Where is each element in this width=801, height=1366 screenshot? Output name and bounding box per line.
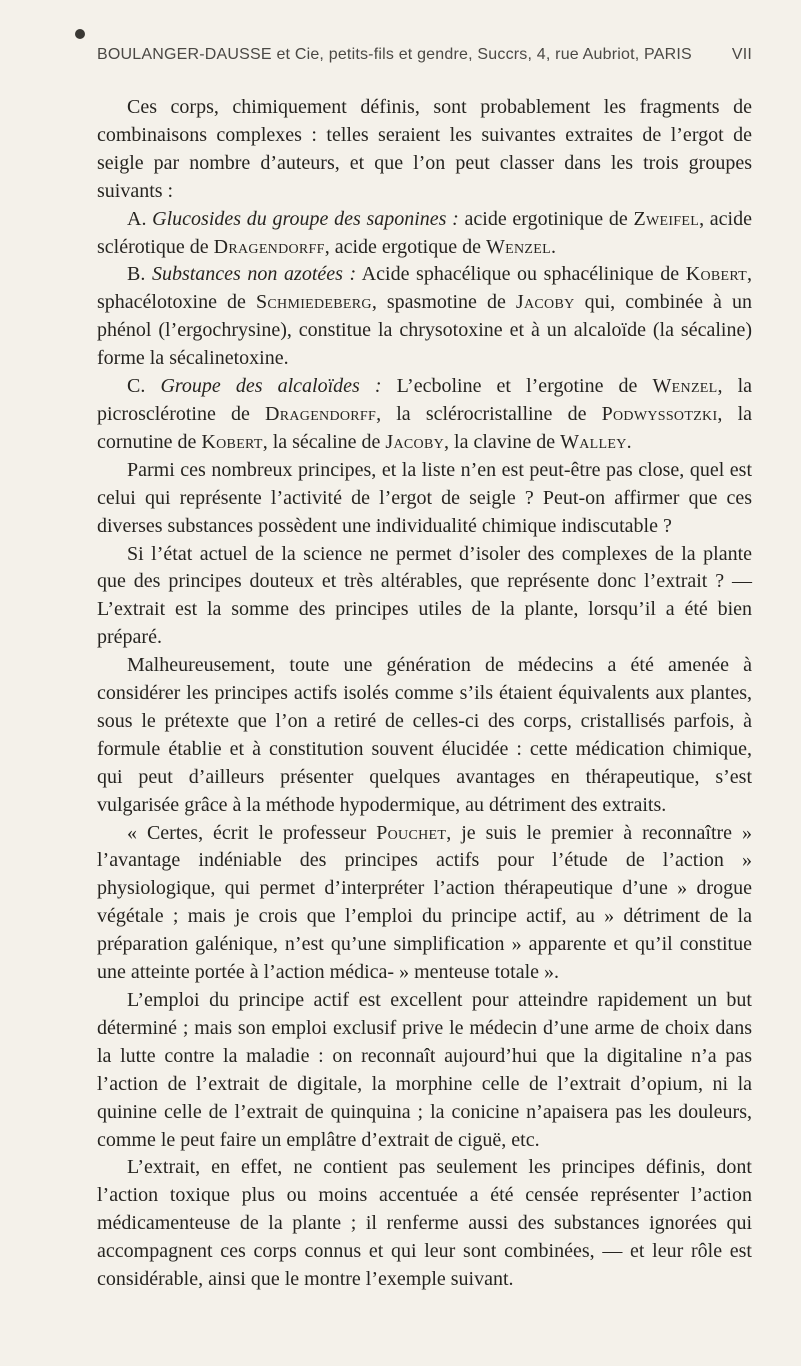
- text-run: , sphacélotoxine de: [97, 263, 752, 314]
- author-name: Zweifel: [633, 207, 700, 230]
- text-run: Si l’état actuel de la science ne permet d’isoler des complexes de la plante que des principes douteux et très altérables, que représente donc l’extrait ? — L’extrait est la somme des principes utiles de la plante, lorsqu’il a été bien préparé.: [97, 542, 752, 649]
- text-run: L’extrait, en effet, ne contient pas seulement les principes définis, dont l’action toxique plus ou moins accentuée a été censée représenter l’action médicamenteuse de la plante ; il renferme aussi des substances ignorées qui accompagnent ces corps connus et qui leur sont combinées, — et leur rôle est considérable, ainsi que le montre l’exemple suivant.: [97, 1156, 752, 1291]
- paragraph: [97, 206, 752, 262]
- text-run: qui, combinée à un phénol (l’ergochrysine), constitue la chrysotoxine et à un alcaloïde (la sécaline) forme la sécalinetoxine.: [97, 291, 752, 370]
- paragraph: [97, 94, 752, 206]
- body-text: [97, 94, 752, 1294]
- text-run: , la picrosclérotine de: [97, 375, 753, 425]
- paragraph: [97, 652, 752, 819]
- text-run: , acide ergotique de: [324, 235, 486, 258]
- page-number: VII: [731, 46, 752, 63]
- text-run: acide ergotinique de: [458, 207, 634, 230]
- text-run: .: [550, 235, 556, 258]
- text-run: L’ecboline et l’ergotine de: [381, 375, 653, 398]
- text-run: Ces corps, chimiquement définis, sont probablement les fragments de combinaisons complexes : telles seraient les suivantes extraites de l’ergot de seigle par nombre d’auteurs, et que l’on peut classer dans les trois groupes suivants :: [97, 96, 752, 202]
- author-name: Jacoby: [385, 430, 445, 453]
- text-run: , acide sclérotique de: [97, 207, 752, 258]
- text-run: B.: [127, 263, 152, 286]
- author-name: Kobert: [201, 430, 263, 453]
- author-name: Dragendorff: [265, 402, 377, 425]
- author-name: Walley: [560, 430, 627, 453]
- text-run: C.: [127, 375, 161, 398]
- paragraph: [97, 820, 752, 987]
- author-name: Pouchet: [376, 821, 447, 844]
- text-run: .: [626, 430, 632, 453]
- author-name: Dragendorff: [213, 235, 325, 258]
- italic-heading: Substances non azotées :: [151, 263, 357, 286]
- author-name: Schmiedeberg: [255, 291, 372, 314]
- text-run: , la cornutine de: [97, 402, 752, 453]
- text-run: « Certes, écrit le professeur: [127, 821, 377, 844]
- text-run: A.: [127, 207, 153, 230]
- paragraph: [97, 261, 752, 373]
- paragraph: [97, 1154, 752, 1294]
- author-name: Jacoby: [515, 291, 575, 314]
- text-run: , la sclérocristalline de: [376, 402, 602, 425]
- author-name: Wenzel: [485, 235, 551, 258]
- text-run: Acide sphacélique ou sphacélinique de: [356, 263, 686, 286]
- text-run: , la sécaline de: [262, 430, 386, 453]
- text-run: , la clavine de: [444, 430, 561, 453]
- author-name: Podwyssotzki: [601, 402, 718, 425]
- ink-dot: [75, 29, 85, 39]
- paragraph: [97, 373, 752, 457]
- publisher-line: BOULANGER-DAUSSE et Cie, petits-fils et gendre, Succrs, 4, rue Aubriot, PARIS: [97, 46, 692, 63]
- text-run: Parmi ces nombreux principes, et la liste n’en est peut-être pas close, quel est celui qui représente l’activité de l’ergot de seigle ? Peut-on affirmer que ces diverses substances possèdent une individualité chimique indiscutable ?: [97, 458, 752, 537]
- paragraph: [97, 987, 752, 1154]
- author-name: Wenzel: [652, 375, 718, 398]
- italic-heading: Glucosides du groupe des saponines :: [152, 207, 459, 230]
- paragraph: [97, 457, 752, 541]
- italic-heading: Groupe des alcaloïdes :: [160, 375, 382, 398]
- text-run: Malheureusement, toute une génération de médecins a été amenée à considérer les principes actifs isolés comme s’ils étaient équivalents aux plantes, sous le prétexte que l’on a retiré de celles-ci des corps, cristallisés parfois, à formule établie et à constitution souvent élucidée : cette médication chimique, qui peut d’ailleurs présenter quelques avantages en thérapeutique, s’est vulgarisée grâce à la méthode hypodermique, au détriment des extraits.: [97, 654, 752, 816]
- paragraph: [97, 541, 752, 653]
- text-run: , je suis le premier à reconnaître » l’avantage indéniable des principes actifs pour l’étude de l’action » physiologique, qui permet d’interpréter l’action thérapeutique d’une » drogue végétale ; mais je crois que l’emploi du principe actif, au » détriment de la préparation galénique, n’est qu’une simplification » apparente et qu’il constitue une atteinte portée à l’action médica- » menteuse totale ».: [97, 821, 753, 984]
- text-run: L’emploi du principe actif est excellent pour atteindre rapidement un but déterminé ; mais son emploi exclusif prive le médecin d’une arme de choix dans la lutte contre la maladie : on reconnaît aujourd’hui que la digitaline n’a pas l’action de l’extrait de digitale, la morphine celle de l’extrait d’opium, ni la quinine celle de l’extrait de quinquina ; la conicine n’apaisera pas les douleurs, comme le peut faire un emplâtre d’extrait de ciguë, etc.: [97, 989, 752, 1151]
- running-head: [97, 46, 752, 64]
- text-run: , spasmotine de: [371, 291, 516, 314]
- author-name: Kobert: [685, 263, 747, 286]
